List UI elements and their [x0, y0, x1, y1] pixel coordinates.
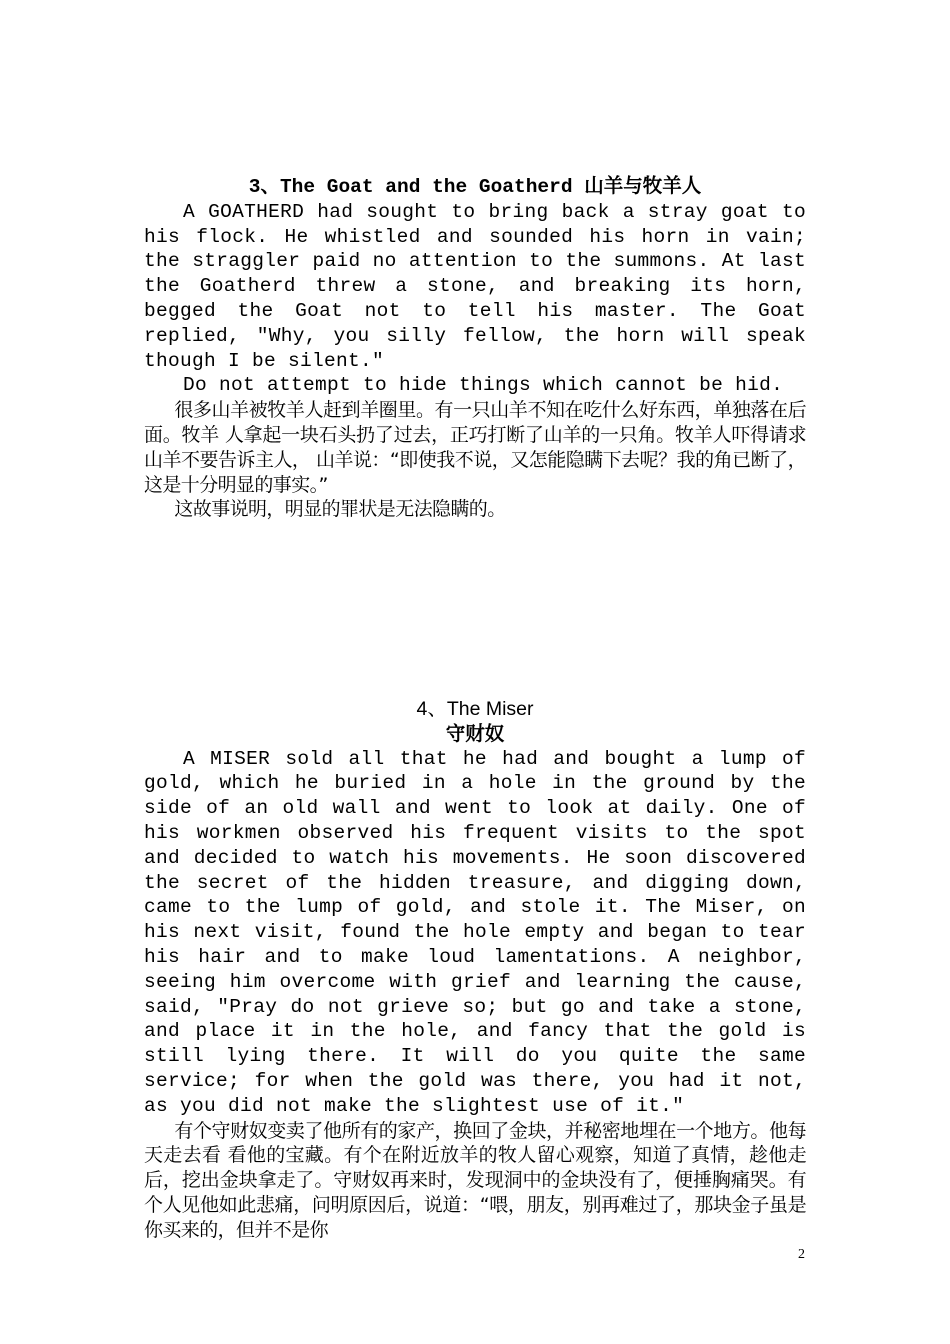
english-moral: Do not attempt to hide things which cannot be hid. — [183, 374, 784, 397]
english-text: A GOATHERD had sought to bring back a stray goat to his flock. He whistled and sounded his horn in vain; the straggler paid no attention to the summons. At last the Goatherd threw a stone, and breaking its horn, begged the Goat not to tell his master. The Goat replied, ″Why, you silly fellow, the horn will speak though I be silent.″ — [144, 200, 806, 372]
chinese-moral: 这故事说明，明显的罪状是无法隐瞒的。 — [174, 498, 506, 521]
chinese-text: 很多山羊被牧羊人赶到羊圈里。有一只山羊不知在吃什么好东西，单独落在后面。牧羊 人拿起一块石头扔了过去，正巧打断了山羊的一只角。牧羊人吓得请求山羊不要告诉主人， 山羊说：“即使我不说，又怎能隐瞒下去呢？我的角已断了，这是十分明显的事实。” — [144, 399, 806, 496]
page-number: 2 — [798, 1247, 805, 1262]
fable-goat-and-goatherd — [144, 175, 806, 522]
fable-the-miser — [144, 697, 806, 1243]
english-text: A MISER sold all that he had and bought a lump of gold, which he buried in a hole in the ground by the side of an old wall and went to look at daily. One of his workmen observed his frequent visits to the spot and decided to watch his movements. He soon discovered the secret of the hidden treasure, and digging down, came to the lump of gold, and stole it. The Miser, on his next visit, found the hole empty and began to tear his hair and to make loud lamentations. A neighbor, seeing him overcome with grief and learning the cause, said, ″Pray do not grieve so; but go and take a stone, and place it in the hole, and fancy that the gold is still lying there. It will do you quite the same service; for when the gold was there, you had it not, as you did not make the slightest use of it.″ — [144, 747, 806, 1117]
fable-title: 3、The Goat and the Goatherd 山羊与牧羊人 — [248, 176, 702, 198]
chinese-text: 有个守财奴变卖了他所有的家产，换回了金块，并秘密地埋在一个地方。他每天走去看 看他的宝藏。有个在附近放羊的牧人留心观察，知道了真情，趁他走后，挖出金块拿走了。守财奴再来时，发现洞中的金块没有了，便捶胸痛哭。有个人见他如此悲痛，问明原因后，说道：“喂，朋友，别再难过了，那块金子虽是你买来的，但并不是你 — [144, 1119, 806, 1241]
fable-title-chinese: 守财奴 — [445, 721, 505, 745]
fable-title-english: 4、The Miser — [416, 698, 534, 720]
